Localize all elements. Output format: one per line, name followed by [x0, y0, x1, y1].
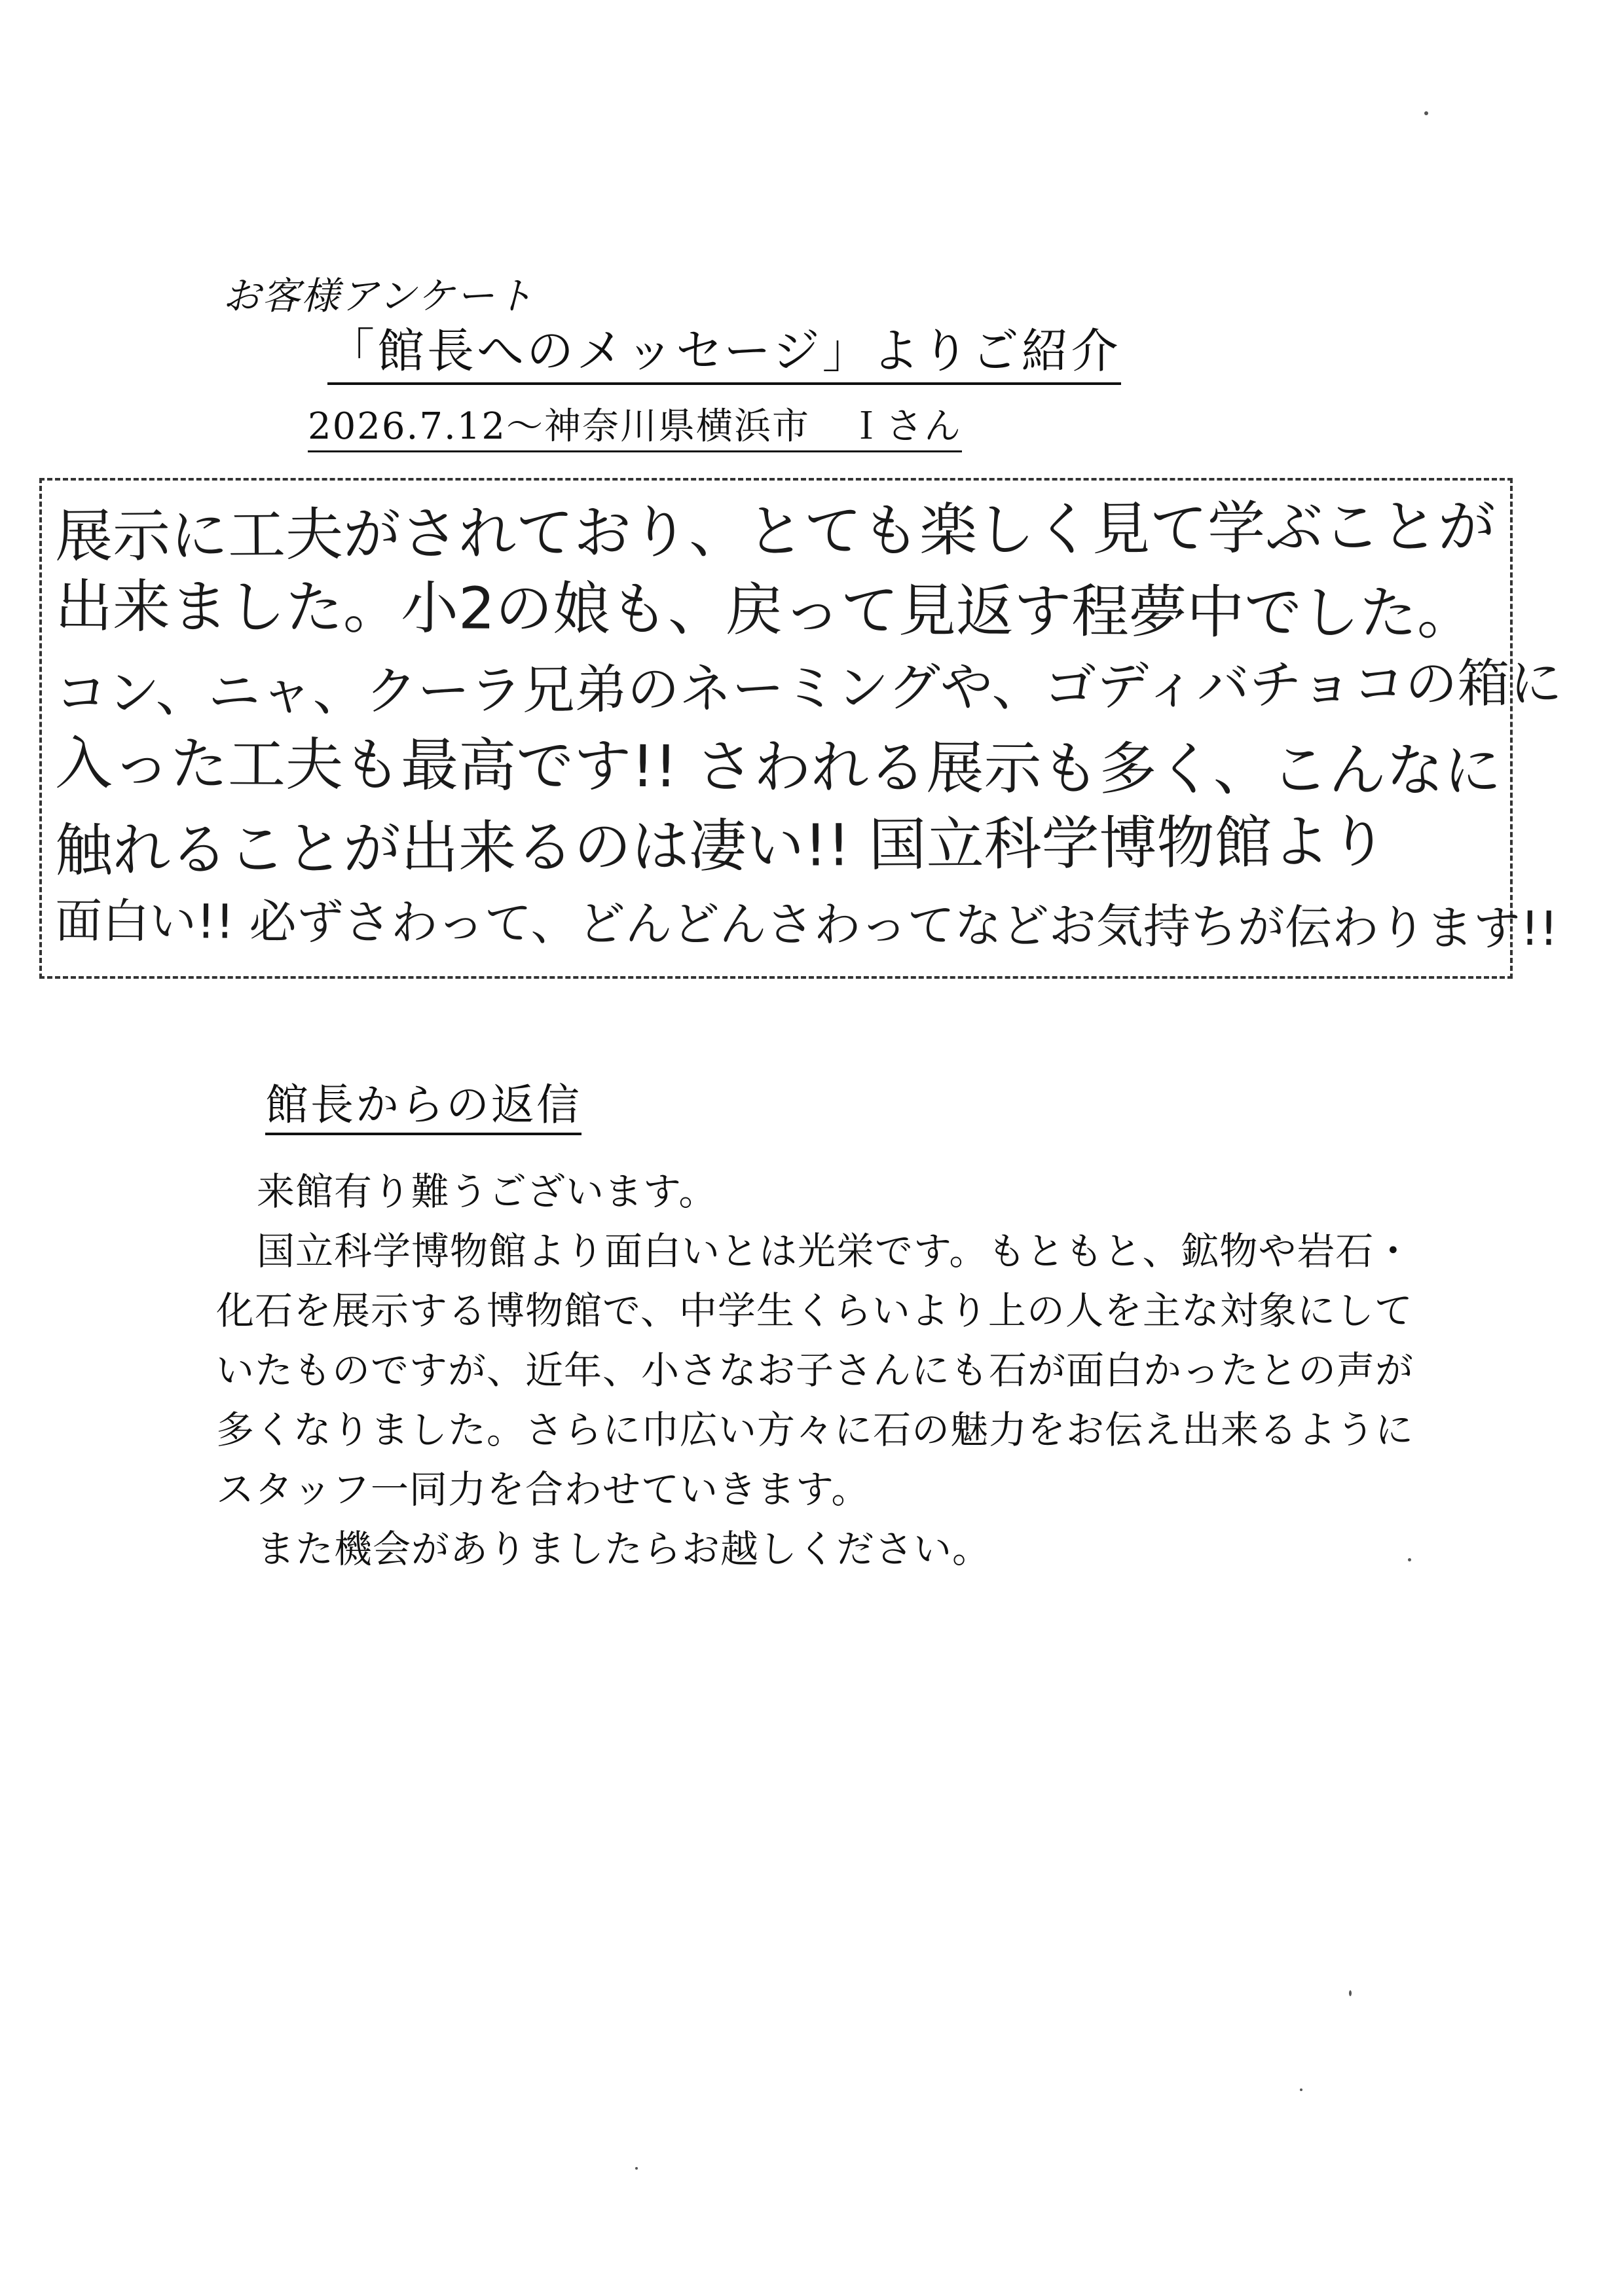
handwritten-message-box: [39, 478, 1562, 979]
reply-paragraph: また機会がありましたらお越しください。: [257, 1527, 991, 1571]
message-line: 触れることが出来るのは凄い!! 国立科学博物館より: [54, 807, 1388, 884]
handwritten-message: [54, 492, 1562, 964]
reply-heading: 館長からの返信: [265, 1080, 581, 1135]
reply-paragraph: 来館有り難うございます。: [257, 1169, 718, 1214]
message-line: 展示に工夫がされており、とても楽しく見て学ぶことが: [54, 492, 1496, 570]
survey-label: お客様アンケート: [223, 274, 535, 318]
scan-speck: [1300, 2088, 1302, 2091]
document-title: 「館長へのメッセージ」よりご紹介: [327, 324, 1121, 385]
message-line: 出来ました。小2の娘も、戻って見返す程夢中でした。: [54, 572, 1475, 647]
scan-speck: [1424, 111, 1428, 115]
message-line: 入った工夫も最高です!! さわれる展示も多く、こんなに: [54, 729, 1502, 805]
scan-speck: [1349, 1990, 1352, 1996]
message-line: 面白い!! 必ずさわって、どんどんさわってなどお気持ちが伝わります!!: [54, 893, 1559, 957]
scan-speck: [1408, 1558, 1411, 1561]
scan-speck: [635, 2167, 638, 2170]
reply-body: [216, 1162, 1414, 1579]
date-and-sender: 2026.7.12～神奈川県横浜市 Ｉさん: [308, 406, 962, 452]
message-line: コン、ニャ、クーラ兄弟のネーミングや、ゴディバチョコの箱に: [54, 652, 1562, 724]
reply-paragraph: 国立科学博物館より面白いとは光栄です。もともと、鉱物や岩石・化石を展示する博物館で、中学生くらいより上の人を主な対象にしていたものですが、近年、小さなお子さんにも石が面白かったとの声が多くなりました。さらに巾広い方々に石の魅力をお伝え出来るようにスタッフ一同力を合わせていきます。: [216, 1229, 1414, 1512]
